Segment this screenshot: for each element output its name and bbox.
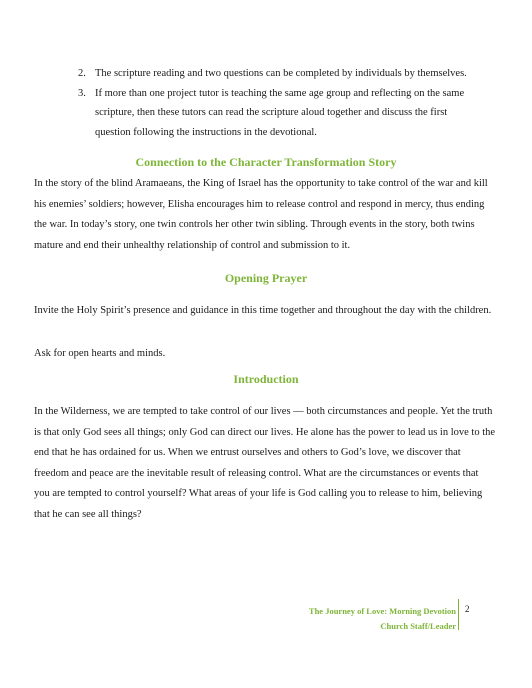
introduction-heading: Introduction	[233, 372, 299, 386]
numbered-list	[78, 64, 478, 142]
footer-title: The Journey of Love: Morning Devotion	[308, 606, 456, 616]
page-number: 2	[465, 604, 470, 614]
footer-title-block	[309, 604, 456, 634]
opening-prayer-paragraph-2: Ask for open hearts and minds.	[34, 348, 166, 359]
page-footer	[0, 599, 532, 639]
footer-subtitle: Church Staff/Leader	[380, 621, 456, 631]
opening-prayer-heading: Opening Prayer	[224, 271, 308, 285]
list-item	[78, 84, 478, 143]
connection-paragraph: In the story of the blind Aramaeans, the King of Israel has the opportunity to take control of the war and kill his enemies’ soldiers; however, Elisha encourages him to release control and respond in mercy, thus ending the war. In today’s story, one twin controls her other twin sibling. Through events in the story, both twins mature and end their unhealthy relationship of control and submission to it.	[34, 178, 488, 251]
connection-heading: Connection to the Character Transformation Story	[135, 155, 397, 169]
list-item-marker: 2.	[78, 68, 86, 79]
list-item	[78, 64, 478, 84]
list-item-text: The scripture reading and two questions can be completed by individuals by themselves.	[95, 68, 467, 79]
opening-prayer-paragraph: Invite the Holy Spirit’s presence and guidance in this time together and throughout the day with the children.	[34, 305, 492, 316]
list-item-text: If more than one project tutor is teaching the same age group and reflecting on the same scripture, then these tutors can read the scripture aloud together and discuss the first question following the instructions in the devotional.	[95, 87, 465, 138]
list-item-marker: 3.	[78, 87, 86, 99]
footer-divider	[458, 599, 459, 630]
introduction-paragraph: In the Wilderness, we are tempted to take control of our lives — both circumstances and people. Yet the truth is that only God sees all things; only God can direct our lives. He alone has the power to lead us in love to the end that he has ordained for us. When we entrust ourselves and others to God’s love, we discover that freedom and peace are the inevitable result of releasing control. What are the circumstances or events that you are tempted to control yourself? What areas of your life is God calling you to release to him, believing that he can see all things?	[34, 406, 496, 520]
